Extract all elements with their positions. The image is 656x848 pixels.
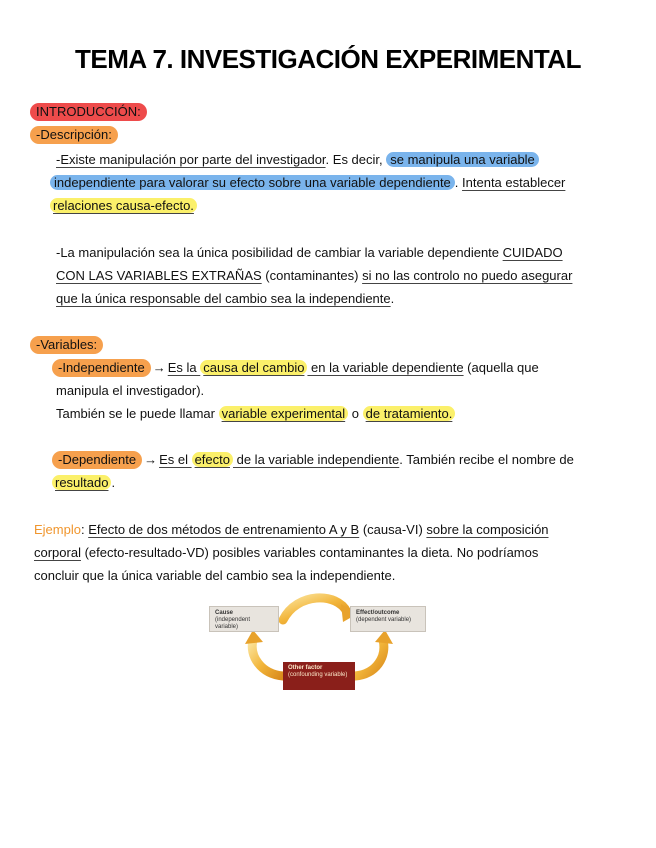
- variables-heading: [30, 336, 103, 354]
- p2-text-a: -La manipulación sea la única posibilidad de cambiar la variable dependiente: [56, 245, 503, 260]
- ejemplo-line2: [34, 544, 538, 562]
- dep-text-f: .: [111, 475, 116, 490]
- indep-highlight-g: variable experimental: [219, 406, 349, 421]
- dep-text-d: . También recibe el nombre de: [399, 452, 574, 467]
- indep-text-f: También se le puede llamar: [56, 406, 219, 421]
- indep-highlight-b: causa del cambio: [200, 360, 307, 375]
- indep-line2: [56, 382, 204, 400]
- p1-text-f: Intenta establecer: [462, 175, 566, 190]
- dependiente-tag: -Dependiente: [52, 451, 142, 469]
- effect-box: [350, 606, 426, 632]
- ejemplo-line3: [34, 567, 395, 585]
- arrow-right-icon: →: [144, 452, 158, 467]
- page-title: TEMA 7. INVESTIGACIÓN EXPERIMENTAL: [75, 44, 581, 74]
- effect-title: Effect/outcome: [356, 610, 400, 616]
- indep-highlight-i: de tratamiento.: [363, 406, 456, 421]
- dep-text-a: Es el: [159, 452, 192, 467]
- cause-subtitle: (independent variable): [215, 617, 251, 630]
- indep-text-e: manipula el investigador).: [56, 383, 205, 398]
- cause-effect-diagram: [205, 590, 430, 695]
- ejemplo-text-d: corporal: [34, 545, 81, 560]
- arrow-right-icon: →: [152, 360, 166, 375]
- indep-text-h: o: [348, 406, 363, 421]
- p1-text-e: .: [454, 175, 463, 190]
- indep-text-c: en la variable dependiente: [307, 360, 464, 375]
- descripcion-heading: [30, 126, 118, 144]
- p1-text-b: . Es decir,: [325, 152, 387, 167]
- p2-text-e: si no las controlo no puedo asegurar: [362, 268, 573, 283]
- p2-text-b: CUIDADO: [502, 245, 563, 260]
- dep-highlight-e: resultado: [52, 475, 111, 490]
- variables-tag: -Variables:: [30, 336, 103, 354]
- p1-highlight-d: independiente para valorar su efecto sobre una variable dependiente: [50, 175, 455, 190]
- p1-text-a: -Existe manipulación por parte del investigador: [56, 152, 326, 167]
- intro-p1-line2: [50, 174, 565, 192]
- p2-text-g: .: [390, 291, 395, 306]
- dep-line1: [52, 451, 574, 469]
- intro-p1-line1: [56, 151, 539, 169]
- dep-line2: [52, 474, 115, 492]
- ejemplo-text-a: Efecto de dos métodos de entrenamiento A y B: [88, 522, 360, 537]
- descripcion-tag: -Descripción:: [30, 126, 118, 144]
- independiente-tag: -Independiente: [52, 359, 151, 377]
- cause-title: Cause: [215, 610, 234, 616]
- ejemplo-text-c: sobre la composición: [426, 522, 549, 537]
- p2-text-c: CON LAS VARIABLES EXTRAÑAS: [56, 268, 262, 283]
- indep-text-a: Es la: [167, 360, 201, 375]
- other-factor-box: [283, 662, 355, 690]
- intro-heading: [30, 103, 147, 121]
- p2-text-d: (contaminantes): [261, 268, 363, 283]
- other-subtitle: (confounding variable): [288, 672, 348, 678]
- intro-p2-line2: [56, 267, 572, 285]
- intro-p2-line3: [56, 290, 394, 308]
- p2-text-f: que la única responsable del cambio sea la independiente: [56, 291, 391, 306]
- ejemplo-text-e: (efecto-resultado-VD) posibles variables contaminantes la dieta. No podríamos: [80, 545, 539, 560]
- ejemplo-text-b: (causa-VI): [359, 522, 427, 537]
- intro-p2-line1: [56, 244, 563, 262]
- other-title: Other factor: [288, 665, 323, 671]
- intro-p1-line3: [50, 197, 197, 215]
- indep-line1: [52, 359, 539, 377]
- p1-highlight-c: se manipula una variable: [386, 152, 539, 167]
- indep-text-d: (aquella que: [463, 360, 539, 375]
- cause-box: [209, 606, 279, 632]
- intro-tag: INTRODUCCIÓN:: [30, 103, 147, 121]
- dep-text-c: de la variable independiente: [233, 452, 400, 467]
- indep-line3: [56, 405, 455, 423]
- dep-highlight-b: efecto: [192, 452, 233, 467]
- effect-subtitle: (dependent variable): [356, 617, 412, 623]
- p1-highlight-g: relaciones causa-efecto.: [50, 198, 197, 213]
- ejemplo-label: Ejemplo: [34, 522, 81, 537]
- ejemplo-colon: :: [80, 522, 89, 537]
- ejemplo-line1: [34, 521, 549, 539]
- ejemplo-text-f: concluir que la única variable del cambio sea la independiente.: [34, 568, 396, 583]
